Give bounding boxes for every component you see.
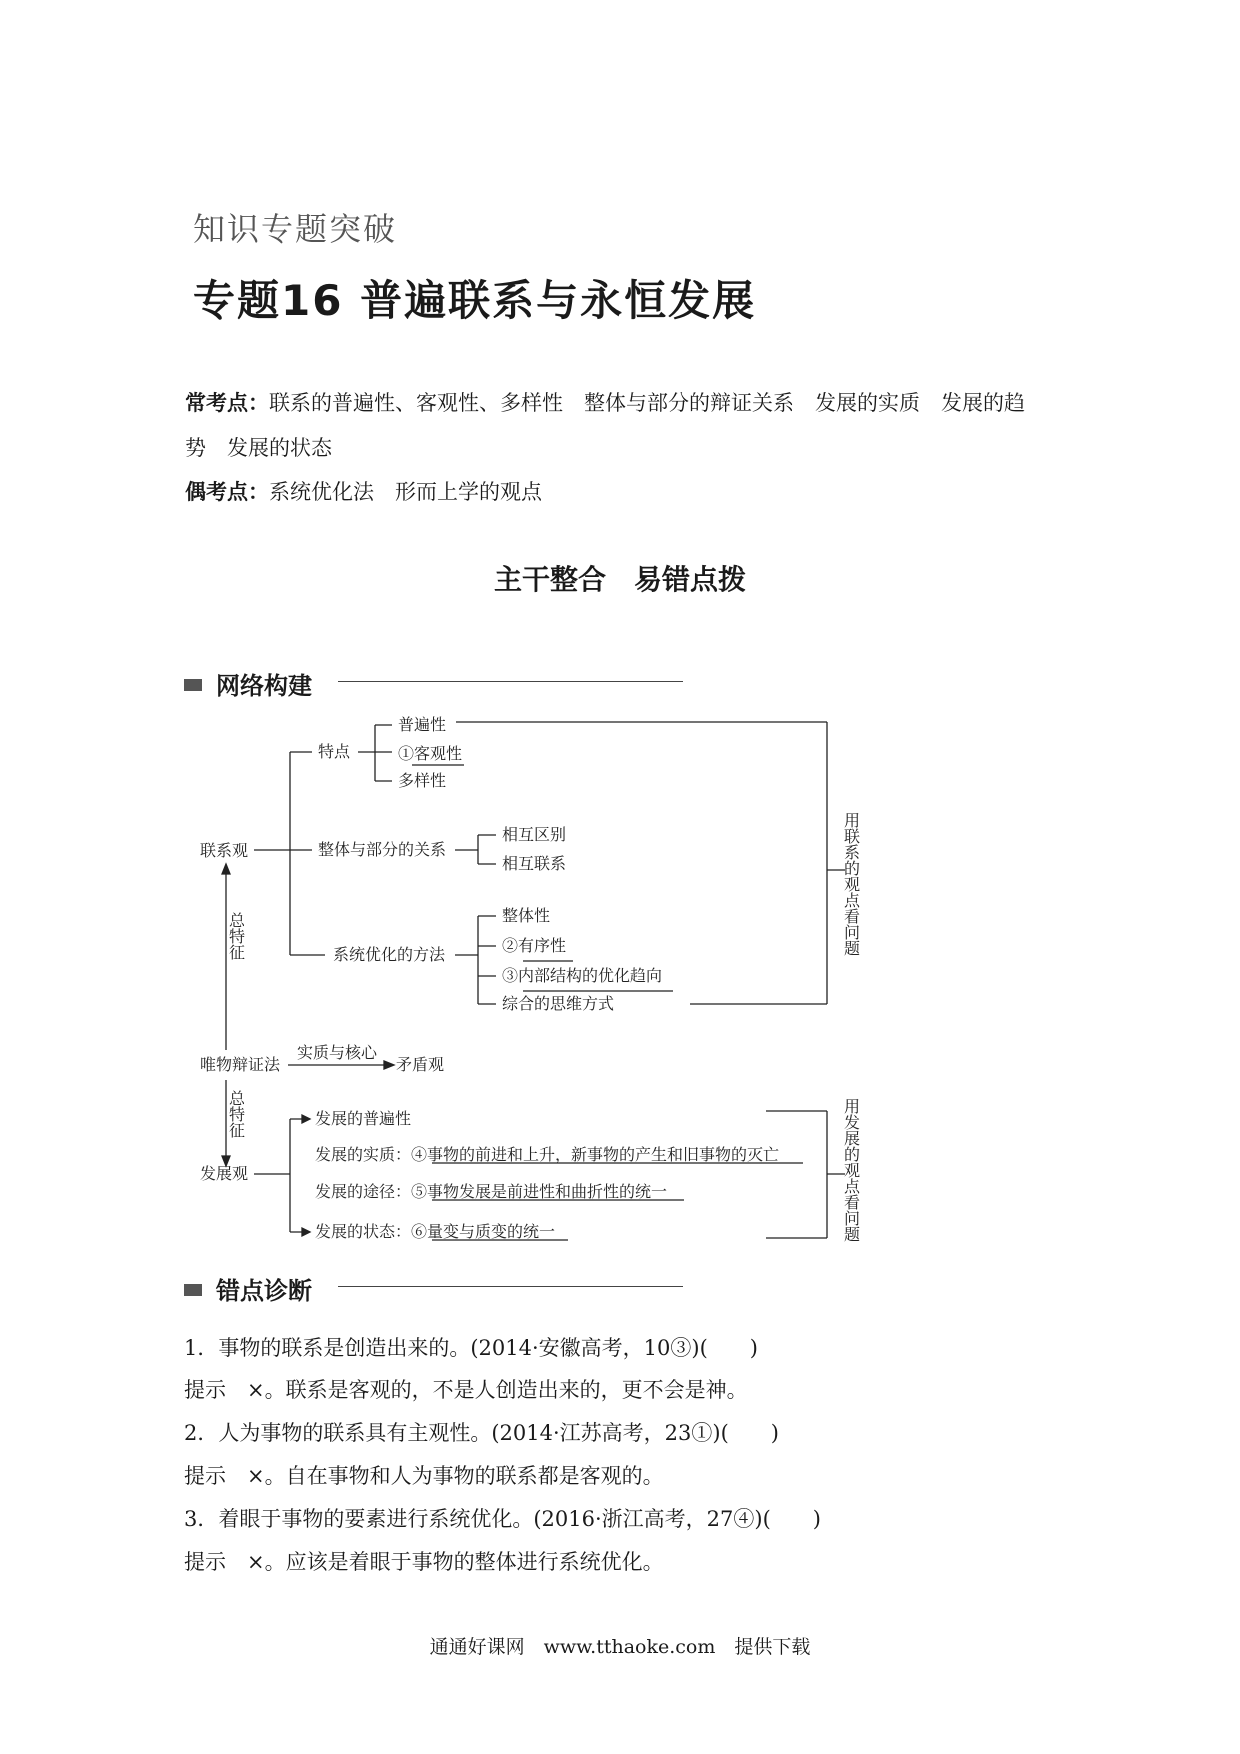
section-main-heading: 主干整合 易错点拨 bbox=[493, 563, 746, 596]
num-4: ④ bbox=[411, 1145, 428, 1164]
occasional-points-text: 系统优化法 形而上学的观点 bbox=[269, 480, 542, 504]
num-1: ① bbox=[398, 744, 415, 763]
node-zhengti-bufen: 整体与部分的关系 bbox=[318, 840, 447, 859]
node-neibu bbox=[502, 966, 662, 985]
section-errors-rule bbox=[338, 1286, 683, 1287]
section-errors-label: 错点诊断 bbox=[216, 1277, 312, 1305]
node-yong-fazhan: 用发展的观点看问题 bbox=[841, 1098, 861, 1242]
node-youxuxing bbox=[502, 936, 566, 955]
hint-2: 提示 ×。自在事物和人为事物的联系都是客观的。 bbox=[184, 1464, 664, 1488]
question-1: 1．事物的联系是创造出来的。(2014·安徽高考，10③)( ) bbox=[184, 1336, 758, 1360]
common-points-text: 联系的普遍性、客观性、多样性 整体与部分的辩证关系 发展的实质 发展的趋 bbox=[269, 391, 1025, 415]
num-2: ② bbox=[502, 936, 519, 955]
common-points-cont: 势 发展的状态 bbox=[185, 436, 332, 460]
question-3: 3．着眼于事物的要素进行系统优化。(2016·浙江高考，27④)( ) bbox=[184, 1507, 821, 1531]
node-yong-lianxi: 用联系的观点看问题 bbox=[841, 812, 861, 956]
node-xianghu-lianxi: 相互联系 bbox=[502, 854, 567, 873]
node-duoyangxing: 多样性 bbox=[398, 771, 447, 790]
section-errors-heading bbox=[184, 1271, 312, 1306]
node-xianghu-qubie: 相互区别 bbox=[502, 825, 567, 844]
node-lianxiguan: 联系观 bbox=[200, 841, 249, 860]
node-zhengtixing: 整体性 bbox=[502, 906, 551, 925]
label-fazhan-tujing: 发展的途径： bbox=[315, 1182, 412, 1201]
answer-youxuxing: 有序性 bbox=[518, 936, 567, 955]
answer-fazhan-shizhi: 事物的前进和上升，新事物的产生和旧事物的灭亡 bbox=[427, 1145, 780, 1164]
answer-fazhan-tujing: 事物发展是前进性和曲折性的统一 bbox=[427, 1182, 668, 1201]
question-2: 2．人为事物的联系具有主观性。(2014·江苏高考，23①)( ) bbox=[184, 1421, 779, 1445]
common-points-label: 常考点： bbox=[185, 391, 269, 415]
node-fazhan-tujing bbox=[315, 1182, 667, 1201]
answer-fazhan-zhuangtai: 量变与质变的统一 bbox=[427, 1222, 556, 1241]
node-zong-tezheng-2: 总特征 bbox=[226, 1090, 246, 1138]
node-shizhi-hexin: 实质与核心 bbox=[297, 1043, 378, 1062]
node-maodun-guan: 矛盾观 bbox=[396, 1055, 445, 1074]
page-title: 专题16 普遍联系与永恒发展 bbox=[193, 276, 757, 325]
node-zonghe: 综合的思维方式 bbox=[502, 994, 615, 1013]
node-xitong-youhua: 系统优化的方法 bbox=[333, 945, 446, 964]
section-marker-icon bbox=[184, 1284, 202, 1296]
label-fazhan-zhuangtai: 发展的状态： bbox=[315, 1222, 412, 1241]
node-zong-tezheng-1: 总特征 bbox=[226, 912, 246, 960]
node-fazhan-shizhi bbox=[315, 1145, 779, 1164]
node-fazhan-zhuangtai bbox=[315, 1222, 555, 1241]
num-3: ③ bbox=[502, 966, 519, 985]
node-fazhanguan: 发展观 bbox=[200, 1164, 249, 1183]
node-weiwu-bianzheng: 唯物辩证法 bbox=[200, 1055, 281, 1074]
section-network-label: 网络构建 bbox=[216, 672, 312, 700]
num-5: ⑤ bbox=[411, 1182, 428, 1201]
hint-3: 提示 ×。应该是着眼于事物的整体进行系统优化。 bbox=[184, 1550, 664, 1574]
answer-keguanxing: 客观性 bbox=[414, 744, 463, 763]
node-tedian: 特点 bbox=[318, 742, 351, 761]
hint-1: 提示 ×。联系是客观的，不是人创造出来的，更不会是神。 bbox=[184, 1378, 748, 1402]
node-keguanxing bbox=[398, 744, 462, 763]
occasional-points-label: 偶考点： bbox=[185, 480, 269, 504]
supertitle: 知识专题突破 bbox=[193, 210, 398, 248]
node-fazhan-putong: 发展的普遍性 bbox=[315, 1109, 412, 1128]
footer-text: 通通好课网 www.tthaoke.com 提供下载 bbox=[429, 1636, 811, 1658]
answer-neibu: 内部结构的优化趋向 bbox=[518, 966, 663, 985]
label-fazhan-shizhi: 发展的实质： bbox=[315, 1145, 412, 1164]
node-putongxing: 普遍性 bbox=[398, 715, 447, 734]
num-6: ⑥ bbox=[411, 1222, 428, 1241]
